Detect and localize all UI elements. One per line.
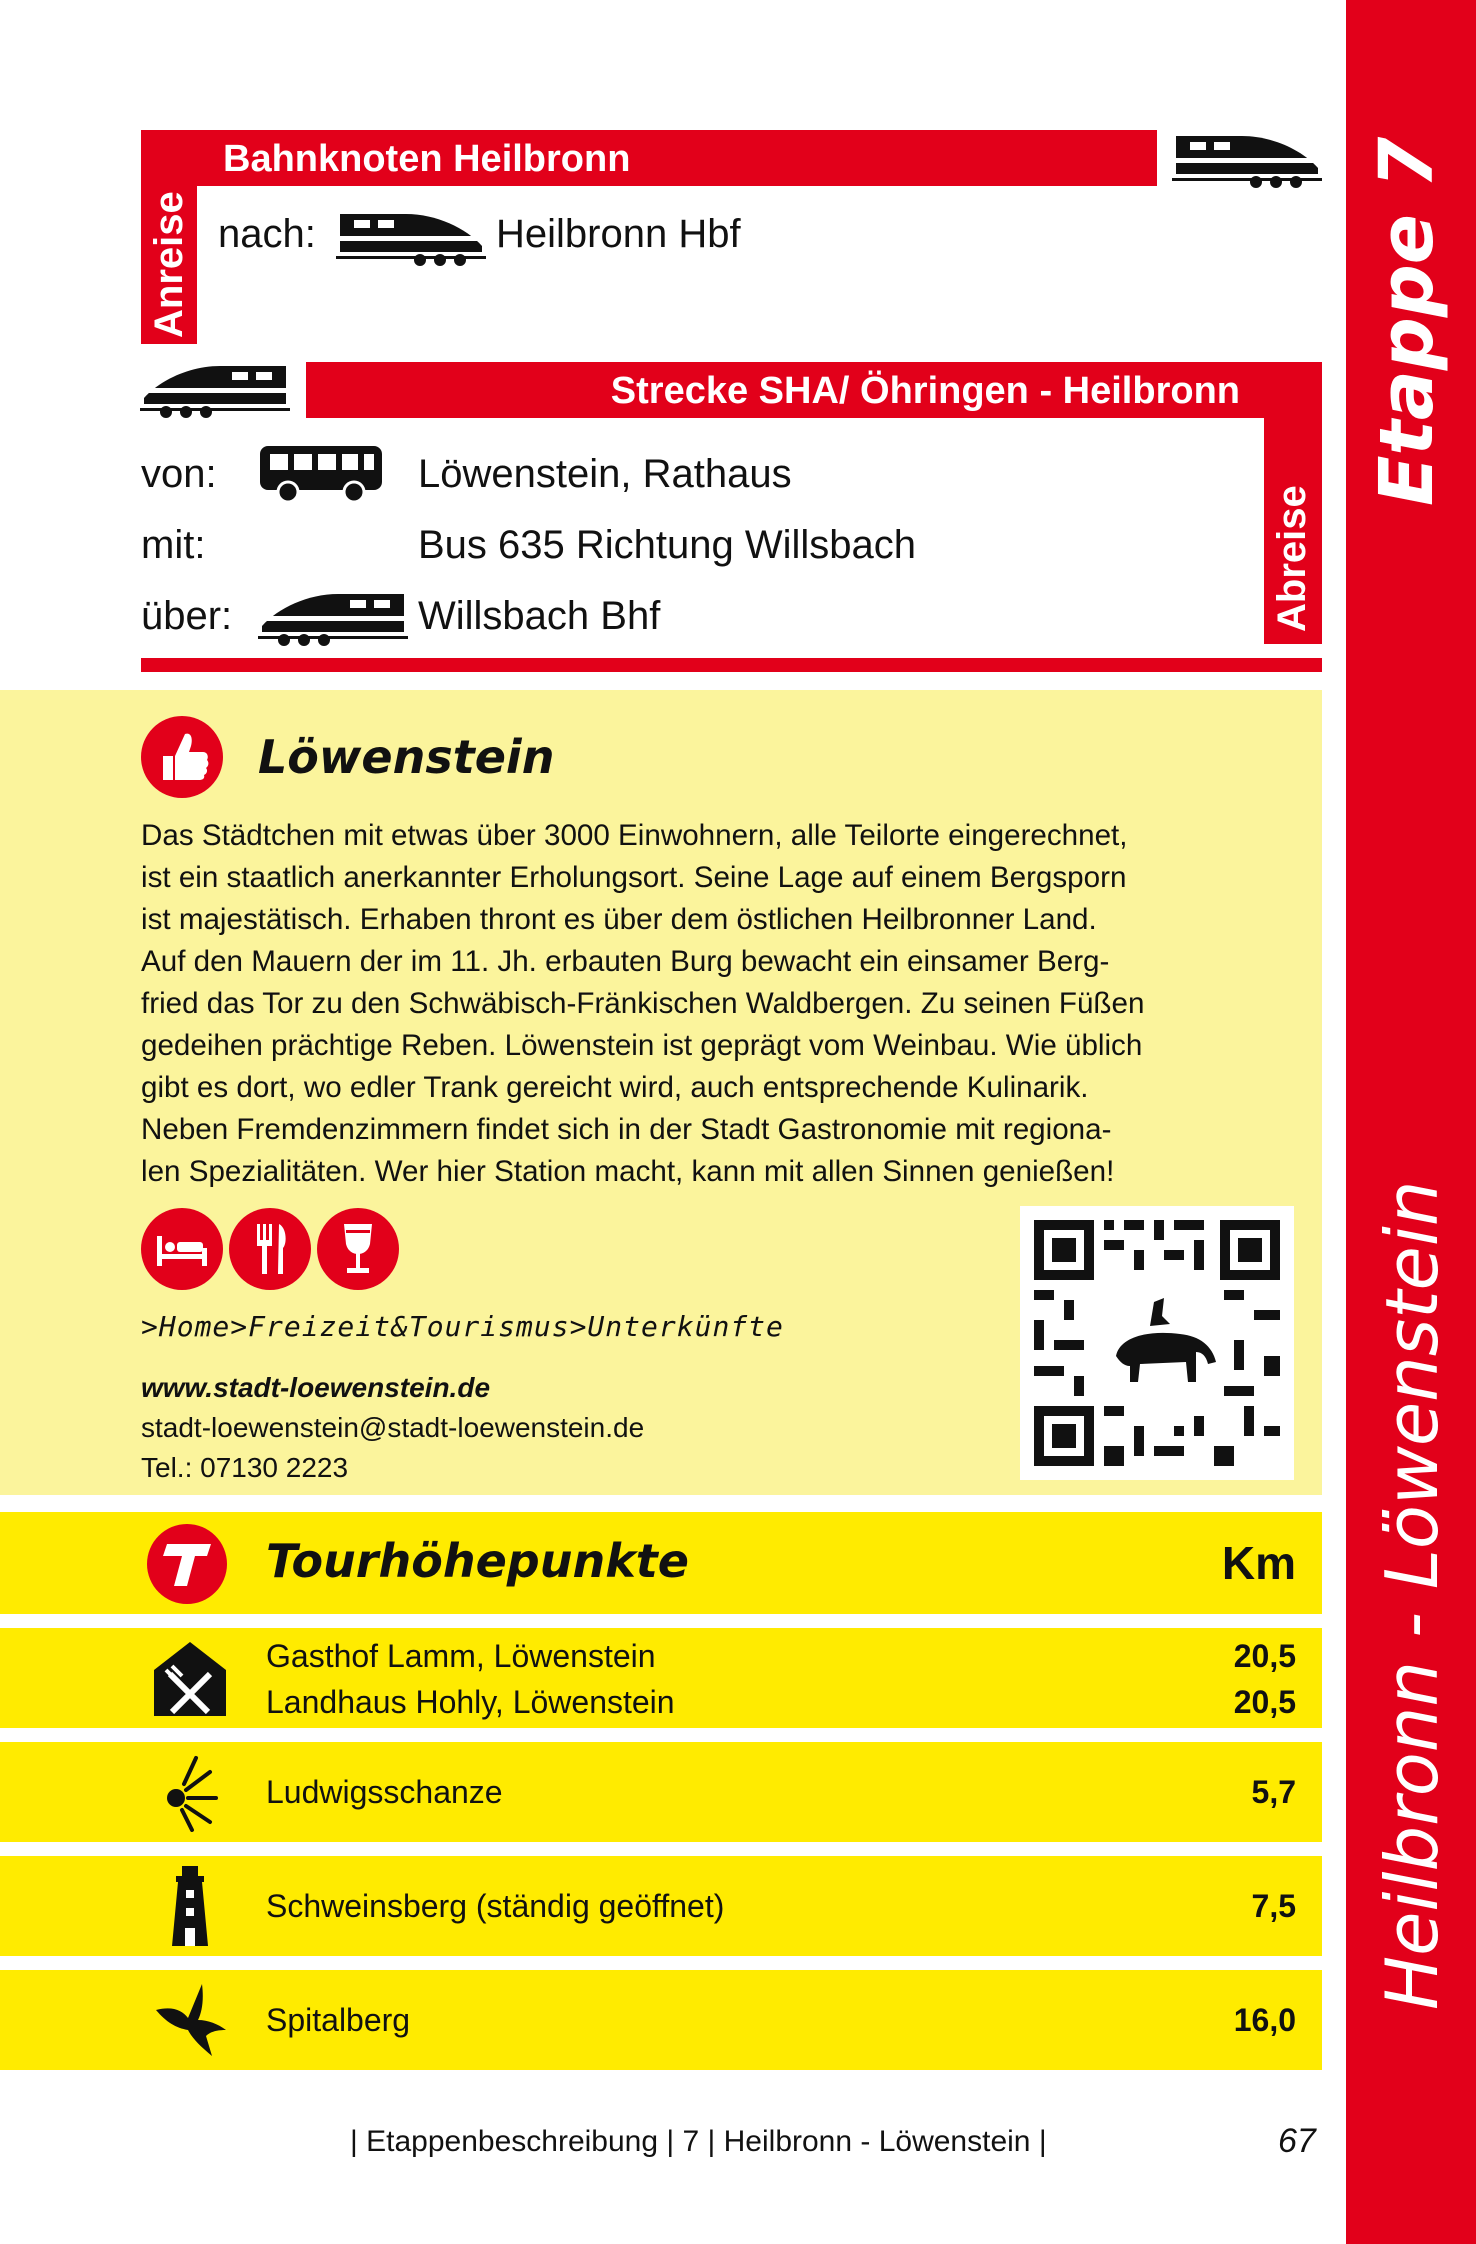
route-label: Heilbronn - Löwenstein — [1370, 1180, 1454, 2010]
divider — [141, 658, 1322, 672]
train-icon — [1172, 128, 1322, 188]
highlight-name: Gasthof Lamm, Löwenstein — [266, 1638, 656, 1674]
bus-icon — [258, 444, 384, 504]
footer-text: | Etappenbeschreibung | 7 | Heilbronn - Löwenstein | — [350, 2125, 1047, 2158]
email-link[interactable]: stadt-loewenstein@stadt-loewenstein.de — [141, 1412, 645, 1443]
info-title: Löwenstein — [258, 730, 555, 784]
departure-row-value: Löwenstein, Rathaus — [418, 452, 792, 496]
highlight-row — [0, 1628, 1322, 1728]
departure-row-label: mit: — [141, 523, 206, 567]
highlight-km: 5,7 — [1251, 1774, 1296, 1810]
departure-row-label: von: — [141, 452, 217, 496]
departure-row-value: Willsbach Bhf — [418, 594, 661, 638]
qr-code[interactable] — [1020, 1206, 1294, 1480]
train-icon — [336, 206, 486, 266]
bed-icon — [141, 1208, 223, 1290]
train-icon — [258, 586, 408, 646]
departure-title-bar — [306, 362, 1322, 418]
highlight-km: 7,5 — [1251, 1888, 1296, 1924]
nav-path: >Home>Freizeit&Tourismus>Unterkünfte — [141, 1310, 784, 1343]
website-link[interactable]: www.stadt-loewenstein.de — [141, 1372, 491, 1403]
highlight-row — [0, 1856, 1322, 1956]
highlight-name: Ludwigsschanze — [266, 1774, 503, 1810]
train-icon — [140, 358, 290, 418]
arrival-to-label: nach: — [218, 212, 316, 256]
sidebar — [1346, 0, 1476, 2244]
departure-row-value: Bus 635 Richtung Willsbach — [418, 523, 917, 567]
info-line: ist ein staatlich anerkannter Erholungsort. Seine Lage auf einem Bergsporn — [141, 861, 1127, 894]
highlight-row — [0, 1970, 1322, 2070]
cutlery-icon — [229, 1208, 311, 1290]
phone-number: Tel.: 07130 2223 — [141, 1452, 349, 1483]
viewpoint-icon — [152, 1752, 228, 1837]
highlight-name: Spitalberg — [266, 2002, 411, 2038]
tour-logo-icon — [147, 1524, 227, 1604]
highlights-title: Tourhöhepunkte — [266, 1534, 689, 1588]
info-line: gibt es dort, wo edler Trank gereicht wird, auch entsprechende Kulinarik. — [141, 1071, 1089, 1104]
arrival-title-bar — [197, 130, 1157, 186]
arrival-label: Anreise — [147, 191, 191, 338]
page-number: 67 — [1278, 2122, 1316, 2160]
bird-icon — [152, 1980, 232, 2065]
arrival-title: Bahnknoten Heilbronn — [223, 138, 631, 180]
stage-label: Etappe 7 — [1364, 136, 1450, 506]
highlight-name: Schweinsberg (ständig geöffnet) — [266, 1888, 725, 1924]
departure-label: Abreise — [1270, 485, 1314, 632]
km-header: Km — [1221, 1537, 1296, 1589]
departure-row-label: über: — [141, 594, 233, 638]
info-line: len Spezialitäten. Wer hier Station macht, kann mit allen Sinnen genießen! — [141, 1155, 1115, 1188]
highlight-km: 20,5 — [1233, 1638, 1296, 1674]
info-line: Das Städtchen mit etwas über 3000 Einwohnern, alle Teilorte eingerechnet, — [141, 819, 1128, 852]
tower-icon — [168, 1864, 212, 1955]
restaurant-icon — [152, 1640, 228, 1723]
arrival-side-label — [141, 130, 197, 344]
info-line: Neben Fremdenzimmern findet sich in der Stadt Gastronomie mit regiona- — [141, 1113, 1112, 1146]
departure-side-label — [1264, 418, 1322, 644]
highlight-km: 16,0 — [1233, 2002, 1296, 2038]
wine-glass-icon — [317, 1208, 399, 1290]
highlight-row — [0, 1742, 1322, 1842]
info-line: gedeihen prächtige Reben. Löwenstein ist geprägt vom Weinbau. Wie üblich — [141, 1029, 1143, 1062]
info-line: fried das Tor zu den Schwäbisch-Fränkischen Waldbergen. Zu seinen Füßen — [141, 987, 1145, 1020]
thumbs-up-icon — [141, 716, 223, 798]
info-description — [141, 815, 1306, 1193]
highlight-name: Landhaus Hohly, Löwenstein — [266, 1684, 675, 1720]
highlight-km: 20,5 — [1233, 1684, 1296, 1720]
info-line: ist majestätisch. Erhaben thront es über dem östlichen Heilbronner Land. — [141, 903, 1097, 936]
departure-title: Strecke SHA/ Öhringen - Heilbronn — [610, 370, 1240, 412]
arrival-to-value: Heilbronn Hbf — [496, 212, 741, 256]
info-line: Auf den Mauern der im 11. Jh. erbauten Burg bewacht ein einsamer Berg- — [141, 945, 1110, 978]
highlights-header — [0, 1512, 1322, 1614]
